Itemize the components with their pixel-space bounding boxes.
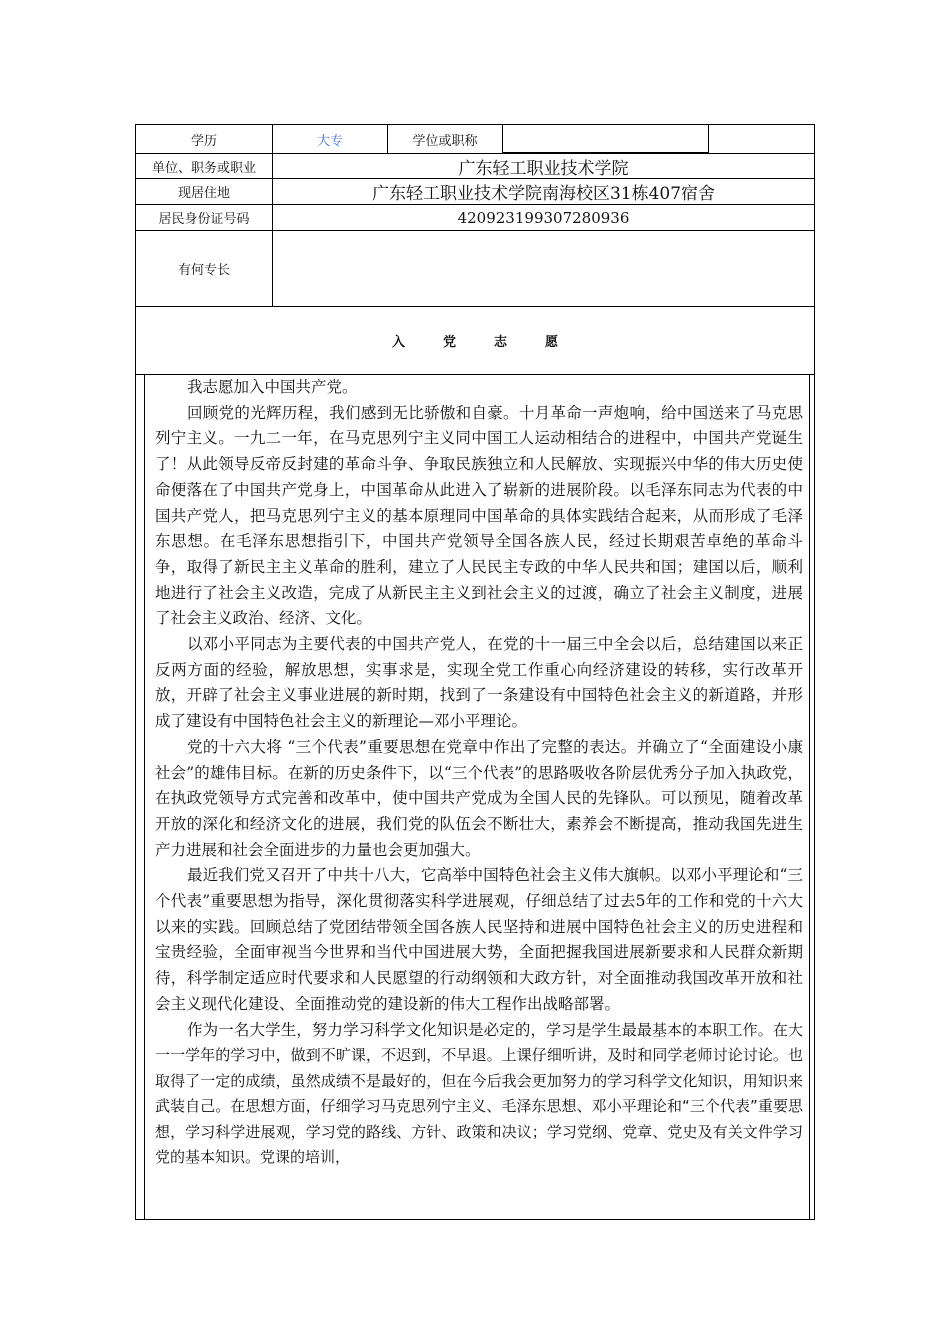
essay-sentence: 学习是学生最最基本的本职工作。在大一一学年的学习中，做到不旷课，不迟到，不早退。上课仔细听讲，及时和同学老师讨论讨论。也取得了一定的成绩，虽然成绩不是最好的，但在今后我会更加努力的学习科学文化知识，用知识来武装自己。在思想方面，仔细学习马克思列宁主义、毛泽东思想、邓小平理论和“三个代表”重要思想，学习科学进展观，学习党的路线、方针、政策和决议；学习党纲、党章、党史及有关文件学习党的基本知识。党课的培训， xyxy=(155,1020,803,1167)
row-address xyxy=(136,179,814,205)
essay-paragraph: 以邓小平同志为主要代表的中国共产党人，在党的十一届三中全会以后，总结建国以来正反两方面的经验，解放思想，实事求是，实现全党工作重心向经济建设的转移，实行改革开放，开辟了社会主义事业进展的新时期，找到了一条建设有中国特色社会主义的新道路，并形成了建设有中国特色社会主义的新理论—邓小平理论。 xyxy=(155,635,803,731)
specialty-value xyxy=(273,231,814,306)
essay-paragraph: 我志愿加入中国共产党。 xyxy=(187,378,358,396)
id-value: 420923199307280936 xyxy=(457,208,630,227)
id-label: 居民身份证号码 xyxy=(136,205,273,230)
essay-paragraph xyxy=(145,1018,809,1171)
row-section-title xyxy=(136,307,814,375)
degree-label: 学位或职称 xyxy=(388,125,503,153)
row-specialty xyxy=(136,231,814,307)
section-title: 入党志愿 xyxy=(391,335,596,350)
row-employer xyxy=(136,153,814,179)
essay-sentence: 作为一名大学生，努力学习科学文化知识是必定的， xyxy=(187,1020,547,1039)
specialty-label: 有何专长 xyxy=(136,231,273,306)
degree-value xyxy=(503,125,709,153)
essay-paragraph: 党的十六大将 “三个代表”重要思想在党章中作出了完整的表达。并确立了“全面建设小康社会”的雄伟目标。在新的历史条件下，以“三个代表”的思路吸收各阶层优秀分子加入执政党，在执政党领导方式完善和改革中，使中国共产党成为全国人民的先锋队。可以预见，随着改革开放的深化和经济文化的进展，我们党的队伍会不断壮大，素养会不断提高，推动我国先进生产力进展和社会全面进步的力量也会更加强大。 xyxy=(155,737,803,859)
address-label: 现居住地 xyxy=(136,179,273,204)
application-form xyxy=(135,124,815,1220)
education-label: 学历 xyxy=(136,125,273,153)
employer-label: 单位、职务或职业 xyxy=(136,154,273,178)
education-value: 大专 xyxy=(273,125,388,153)
row-id-number xyxy=(136,205,814,231)
essay-paragraph: 最近我们党又召开了中共十八大，它高举中国特色社会主义伟大旗帜。以邓小平理论和“三个代表”重要思想为指导，深化贯彻落实科学进展观，仔细总结了过去5年的工作和党的十六大以来的实践。回顾总结了党团结带领全国各族人民坚持和进展中国特色社会主义的历史进程和宝贵经验，全面审视当今世界和当代中国进展大势，全面把握我国进展新要求和人民群众新期待，科学制定适应时代要求和人民愿望的行动纲领和大政方针，对全面推动我国改革开放和社会主义现代化建设、全面推动党的建设新的伟大工程作出战略部署。 xyxy=(155,866,803,1013)
employer-value: 广东轻工职业技术学院 xyxy=(458,158,629,179)
essay-paragraph: 回顾党的光辉历程，我们感到无比骄傲和自豪。十月革命一声炮响，给中国送来了马克思列宁主义。一九二一年，在马克思列宁主义同中国工人运动相结合的进程中，中国共产党诞生了！从此领导反帝反封建的革命斗争、争取民族独立和人民解放、实现振兴中华的伟大历史使命便落在了中国共产党身上，中国革命从此进入了崭新的进展阶段。以毛泽东同志为代表的中国共产党人，把马克思列宁主义的基本原理同中国革命的具体实践结合起来，从而形成了毛泽东思想。在毛泽东思想指引下，中国共产党领导全国各族人民，经过长期艰苦卓绝的革命斗争，取得了新民主主义革命的胜利，建立了人民民主专政的中华人民共和国；建国以后，顺利地进行了社会主义改造，完成了从新民主主义到社会主义的过渡，确立了社会主义制度，进展了社会主义政治、经济、文化。 xyxy=(155,403,803,628)
application-essay xyxy=(144,375,810,1219)
address-value: 广东轻工职业技术学院南海校区31栋407宿舍 xyxy=(371,184,716,204)
row-education xyxy=(136,125,814,153)
